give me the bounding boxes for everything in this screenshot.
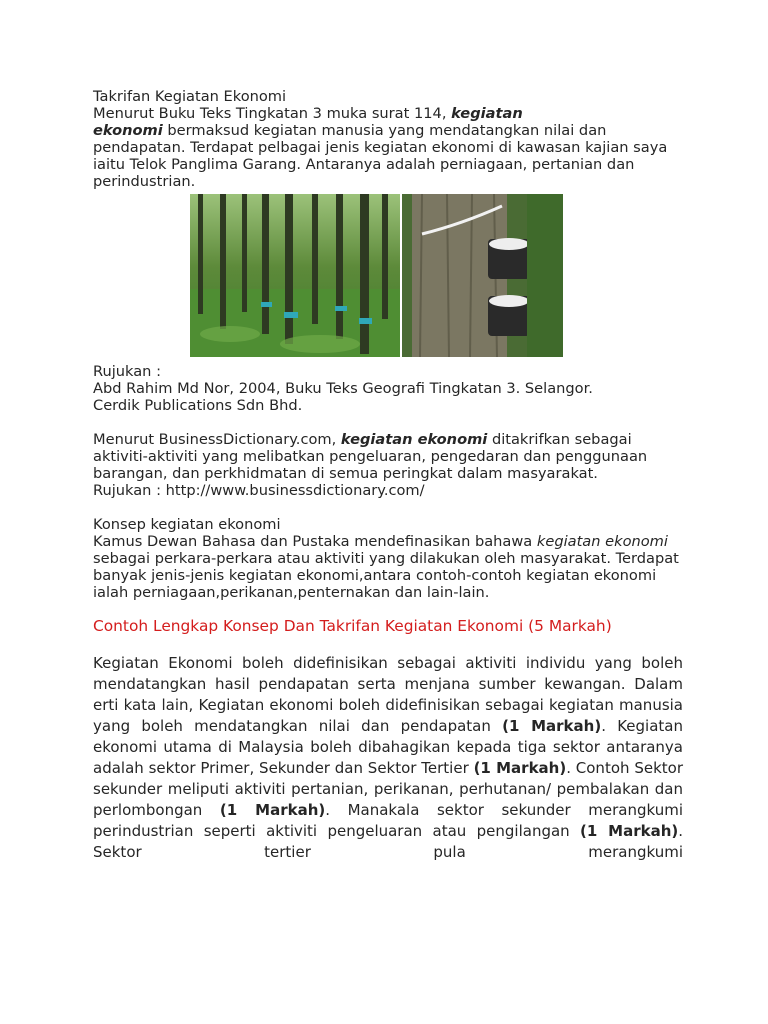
rubber-plantation-photo: [190, 194, 400, 357]
section3-paragraph: Kamus Dewan Bahasa dan Pustaka mendefinasikan bahawa kegiatan ekonomi sebagai perkara-perkara atau aktiviti yang dilakukan oleh masyarakat. Terdapat banyak jenis-jenis kegiatan ekonomi,antara contoh-contoh kegiatan ekonomi ialah perniagaan,perikanan,penternakan dan lain-lain.: [93, 533, 679, 601]
section4-heading: Contoh Lengkap Konsep Dan Takrifan Kegiatan Ekonomi (5 Markah): [93, 617, 612, 635]
photo-strip: [190, 194, 563, 357]
rubber-tapping-photo: [402, 194, 563, 357]
section2-paragraph: Menurut BusinessDictionary.com, kegiatan ekonomi ditakrifkan sebagai aktiviti-aktiviti yang melibatkan pengeluaran, pengedaran dan penggunaan barangan, dan perkhidmatan di semua peringkat dalam masyarakat.: [93, 431, 648, 482]
ref1-line2: Cerdik Publications Sdn Bhd.: [93, 397, 303, 414]
ref1-line1: Abd Rahim Md Nor, 2004, Buku Teks Geografi Tingkatan 3. Selangor.: [93, 380, 593, 397]
section1-heading: Takrifan Kegiatan Ekonomi: [93, 88, 287, 105]
section4-paragraph: Kegiatan Ekonomi boleh didefinisikan sebagai aktiviti individu yang boleh mendatangkan hasil pendapatan serta menjana sumber kewangan. Dalam erti kata lain, Kegiatan ekonomi boleh didefinisikan sebagai kegiatan manusia yang boleh mendatangkan nilai dan pendapatan (1 Markah). Kegiatan ekonomi utama di Malaysia boleh dibahagikan kepada tiga sektor antaranya adalah sektor Primer, Sekunder dan Sektor Tertier (1 Markah). Contoh Sektor sekunder meliputi aktiviti pertanian, perikanan, perhutanan/ pembalakan dan perlombongan (1 Markah). Manakala sektor sekunder merangkumi perindustrian seperti aktiviti pengeluaran atau pengilangan (1 Markah). Sektor tertier pula merangkumi: [93, 654, 684, 861]
ref1-label: Rujukan :: [93, 363, 161, 380]
section2-reference-link[interactable]: Rujukan : http://www.businessdictionary.com/: [93, 482, 425, 499]
section1-paragraph: Menurut Buku Teks Tingkatan 3 muka surat 114, kegiatan ekonomi bermaksud kegiatan manusia yang mendatangkan nilai dan pendapatan. Terdapat pelbagai jenis kegiatan ekonomi di kawasan kajian saya iaitu Telok Panglima Garang. Antaranya adalah perniagaan, pertanian dan perindustrian.: [93, 105, 668, 190]
section3-heading: Konsep kegiatan ekonomi: [93, 516, 281, 533]
document-page: [93, 88, 683, 863]
